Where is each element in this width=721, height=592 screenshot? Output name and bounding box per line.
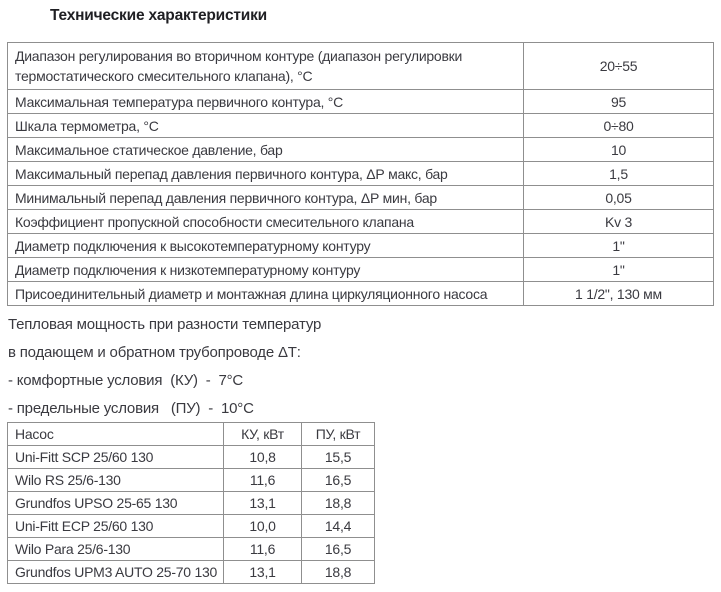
pump-name: Wilo RS 25/6-130	[8, 469, 224, 492]
pump-name: Grundfos UPM3 AUTO 25-70 130	[8, 561, 224, 584]
note-line-1: Тепловая мощность при разности температур	[8, 316, 322, 333]
pump-name: Uni-Fitt ECP 25/60 130	[8, 515, 224, 538]
pump-row	[8, 469, 375, 492]
spec-row	[8, 210, 714, 234]
pump-header-row	[8, 423, 375, 446]
pump-ku-value: 11,6	[224, 538, 302, 561]
spec-label: Минимальный перепад давления первичного контура, ΔР мин, бар	[8, 186, 524, 210]
pump-ku-value: 13,1	[224, 492, 302, 515]
pump-header-ku: КУ, кВт	[224, 423, 302, 446]
thermal-power-note	[8, 311, 321, 423]
spec-row	[8, 90, 714, 114]
pump-name: Wilo Para 25/6-130	[8, 538, 224, 561]
spec-label: Максимальный перепад давления первичного контура, ΔР макс, бар	[8, 162, 524, 186]
pump-ku-value: 11,6	[224, 469, 302, 492]
pump-ku-value: 10,0	[224, 515, 302, 538]
spec-value: 0÷80	[524, 114, 714, 138]
spec-value: 1"	[524, 234, 714, 258]
note-line-4: - предельные условия (ПУ) - 10°С	[8, 400, 254, 417]
spec-row	[8, 114, 714, 138]
spec-label: Присоединительный диаметр и монтажная длина циркуляционного насоса	[8, 282, 524, 306]
spec-row	[8, 43, 714, 90]
pump-pu-value: 18,8	[302, 561, 375, 584]
spec-label: Шкала термометра, °С	[8, 114, 524, 138]
pump-pu-value: 14,4	[302, 515, 375, 538]
pump-header-name: Насос	[8, 423, 224, 446]
spec-row	[8, 186, 714, 210]
spec-value: 20÷55	[524, 43, 714, 90]
spec-label: Коэффициент пропускной способности смесительного клапана	[8, 210, 524, 234]
spec-value: Kv 3	[524, 210, 714, 234]
note-line-2: в подающем и обратном трубопроводе ΔТ:	[8, 344, 301, 361]
pump-name: Uni-Fitt SCP 25/60 130	[8, 446, 224, 469]
pump-row	[8, 538, 375, 561]
spec-row	[8, 162, 714, 186]
pump-pu-value: 16,5	[302, 538, 375, 561]
pump-row	[8, 446, 375, 469]
spec-row	[8, 282, 714, 306]
spec-value: 1,5	[524, 162, 714, 186]
pump-table	[7, 422, 375, 584]
spec-row	[8, 234, 714, 258]
spec-value: 1"	[524, 258, 714, 282]
pump-ku-value: 10,8	[224, 446, 302, 469]
pump-header-pu: ПУ, кВт	[302, 423, 375, 446]
spec-row	[8, 258, 714, 282]
pump-row	[8, 492, 375, 515]
spec-label: Диаметр подключения к высокотемпературному контуру	[8, 234, 524, 258]
pump-name: Grundfos UPSO 25-65 130	[8, 492, 224, 515]
spec-label: Максимальная температура первичного контура, °С	[8, 90, 524, 114]
pump-row	[8, 561, 375, 584]
spec-value: 0,05	[524, 186, 714, 210]
note-line-3: - комфортные условия (КУ) - 7°С	[8, 372, 244, 389]
page-title: Технические характеристики	[50, 7, 267, 24]
specs-table	[7, 42, 714, 306]
pump-pu-value: 18,8	[302, 492, 375, 515]
spec-row	[8, 138, 714, 162]
pump-row	[8, 515, 375, 538]
spec-label: Диапазон регулирования во вторичном контуре (диапазон регулировки термостатического смесительного клапана), °С	[8, 43, 524, 90]
spec-value: 95	[524, 90, 714, 114]
spec-label: Диаметр подключения к низкотемпературному контуру	[8, 258, 524, 282]
spec-value: 10	[524, 138, 714, 162]
spec-value: 1 1/2", 130 мм	[524, 282, 714, 306]
pump-pu-value: 15,5	[302, 446, 375, 469]
spec-label: Максимальное статическое давление, бар	[8, 138, 524, 162]
pump-pu-value: 16,5	[302, 469, 375, 492]
pump-ku-value: 13,1	[224, 561, 302, 584]
